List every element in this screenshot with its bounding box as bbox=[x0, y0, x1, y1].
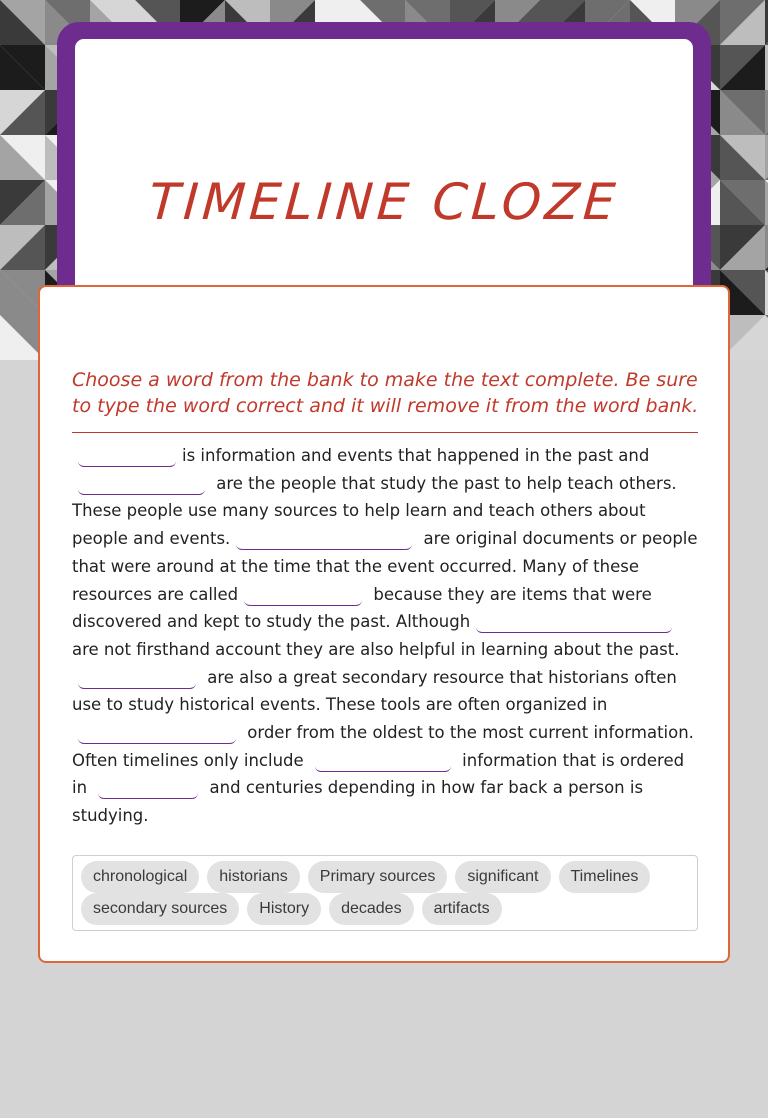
cloze-passage bbox=[72, 442, 700, 830]
word-chip-chronological[interactable]: chronological bbox=[81, 861, 199, 893]
page-title: TIMELINE CLOZE bbox=[146, 173, 621, 231]
passage-segment: information that is ordered in bbox=[72, 750, 685, 798]
passage-segment: are the people that study the past to help teach others. These people use many sources to help learn and teach others about people and events. bbox=[72, 473, 677, 549]
passage-segment: are original documents or people that were around at the time that the event occurred. Many of these resources are called bbox=[72, 529, 698, 604]
divider bbox=[72, 432, 698, 433]
blank-2-input[interactable] bbox=[78, 476, 205, 495]
blank-3-input[interactable] bbox=[236, 531, 412, 550]
cloze-card bbox=[38, 285, 730, 963]
word-bank bbox=[72, 855, 698, 931]
word-chip-artifacts[interactable]: artifacts bbox=[422, 893, 502, 925]
word-chip-timelines[interactable]: Timelines bbox=[559, 861, 651, 893]
title-card bbox=[74, 38, 694, 300]
blank-6-input[interactable] bbox=[78, 670, 196, 689]
blank-5-input[interactable] bbox=[476, 614, 672, 633]
blank-8-input[interactable] bbox=[315, 753, 451, 772]
blank-1-input[interactable] bbox=[78, 448, 176, 467]
passage-segment: are also a great secondary resource that historians often use to study historical events. These tools are often organized in bbox=[72, 667, 677, 715]
word-chip-significant[interactable]: significant bbox=[455, 861, 550, 893]
word-chip-decades[interactable]: decades bbox=[329, 893, 414, 925]
blank-4-input[interactable] bbox=[244, 587, 362, 606]
passage-segment: and centuries depending in how far back a person is studying. bbox=[72, 778, 644, 826]
blank-7-input[interactable] bbox=[78, 725, 236, 744]
blank-9-input[interactable] bbox=[98, 780, 198, 799]
word-chip-secondary-sources[interactable]: secondary sources bbox=[81, 893, 239, 925]
passage-segment: are not firsthand account they are also helpful in learning about the past. bbox=[72, 639, 680, 659]
word-chip-history[interactable]: History bbox=[247, 893, 321, 925]
passage-segment: because they are items that were discovered and kept to study the past. Although bbox=[72, 584, 652, 632]
word-chip-historians[interactable]: historians bbox=[207, 861, 299, 893]
passage-segment: order from the oldest to the most current information. Often timelines only include bbox=[72, 723, 694, 770]
word-chip-primary-sources[interactable]: Primary sources bbox=[308, 861, 448, 893]
instructions-text: Choose a word from the bank to make the text complete. Be sure to type the word correct and it will remove it from the word bank. bbox=[72, 369, 699, 417]
passage-segment: is information and events that happened in the past and bbox=[182, 446, 650, 465]
